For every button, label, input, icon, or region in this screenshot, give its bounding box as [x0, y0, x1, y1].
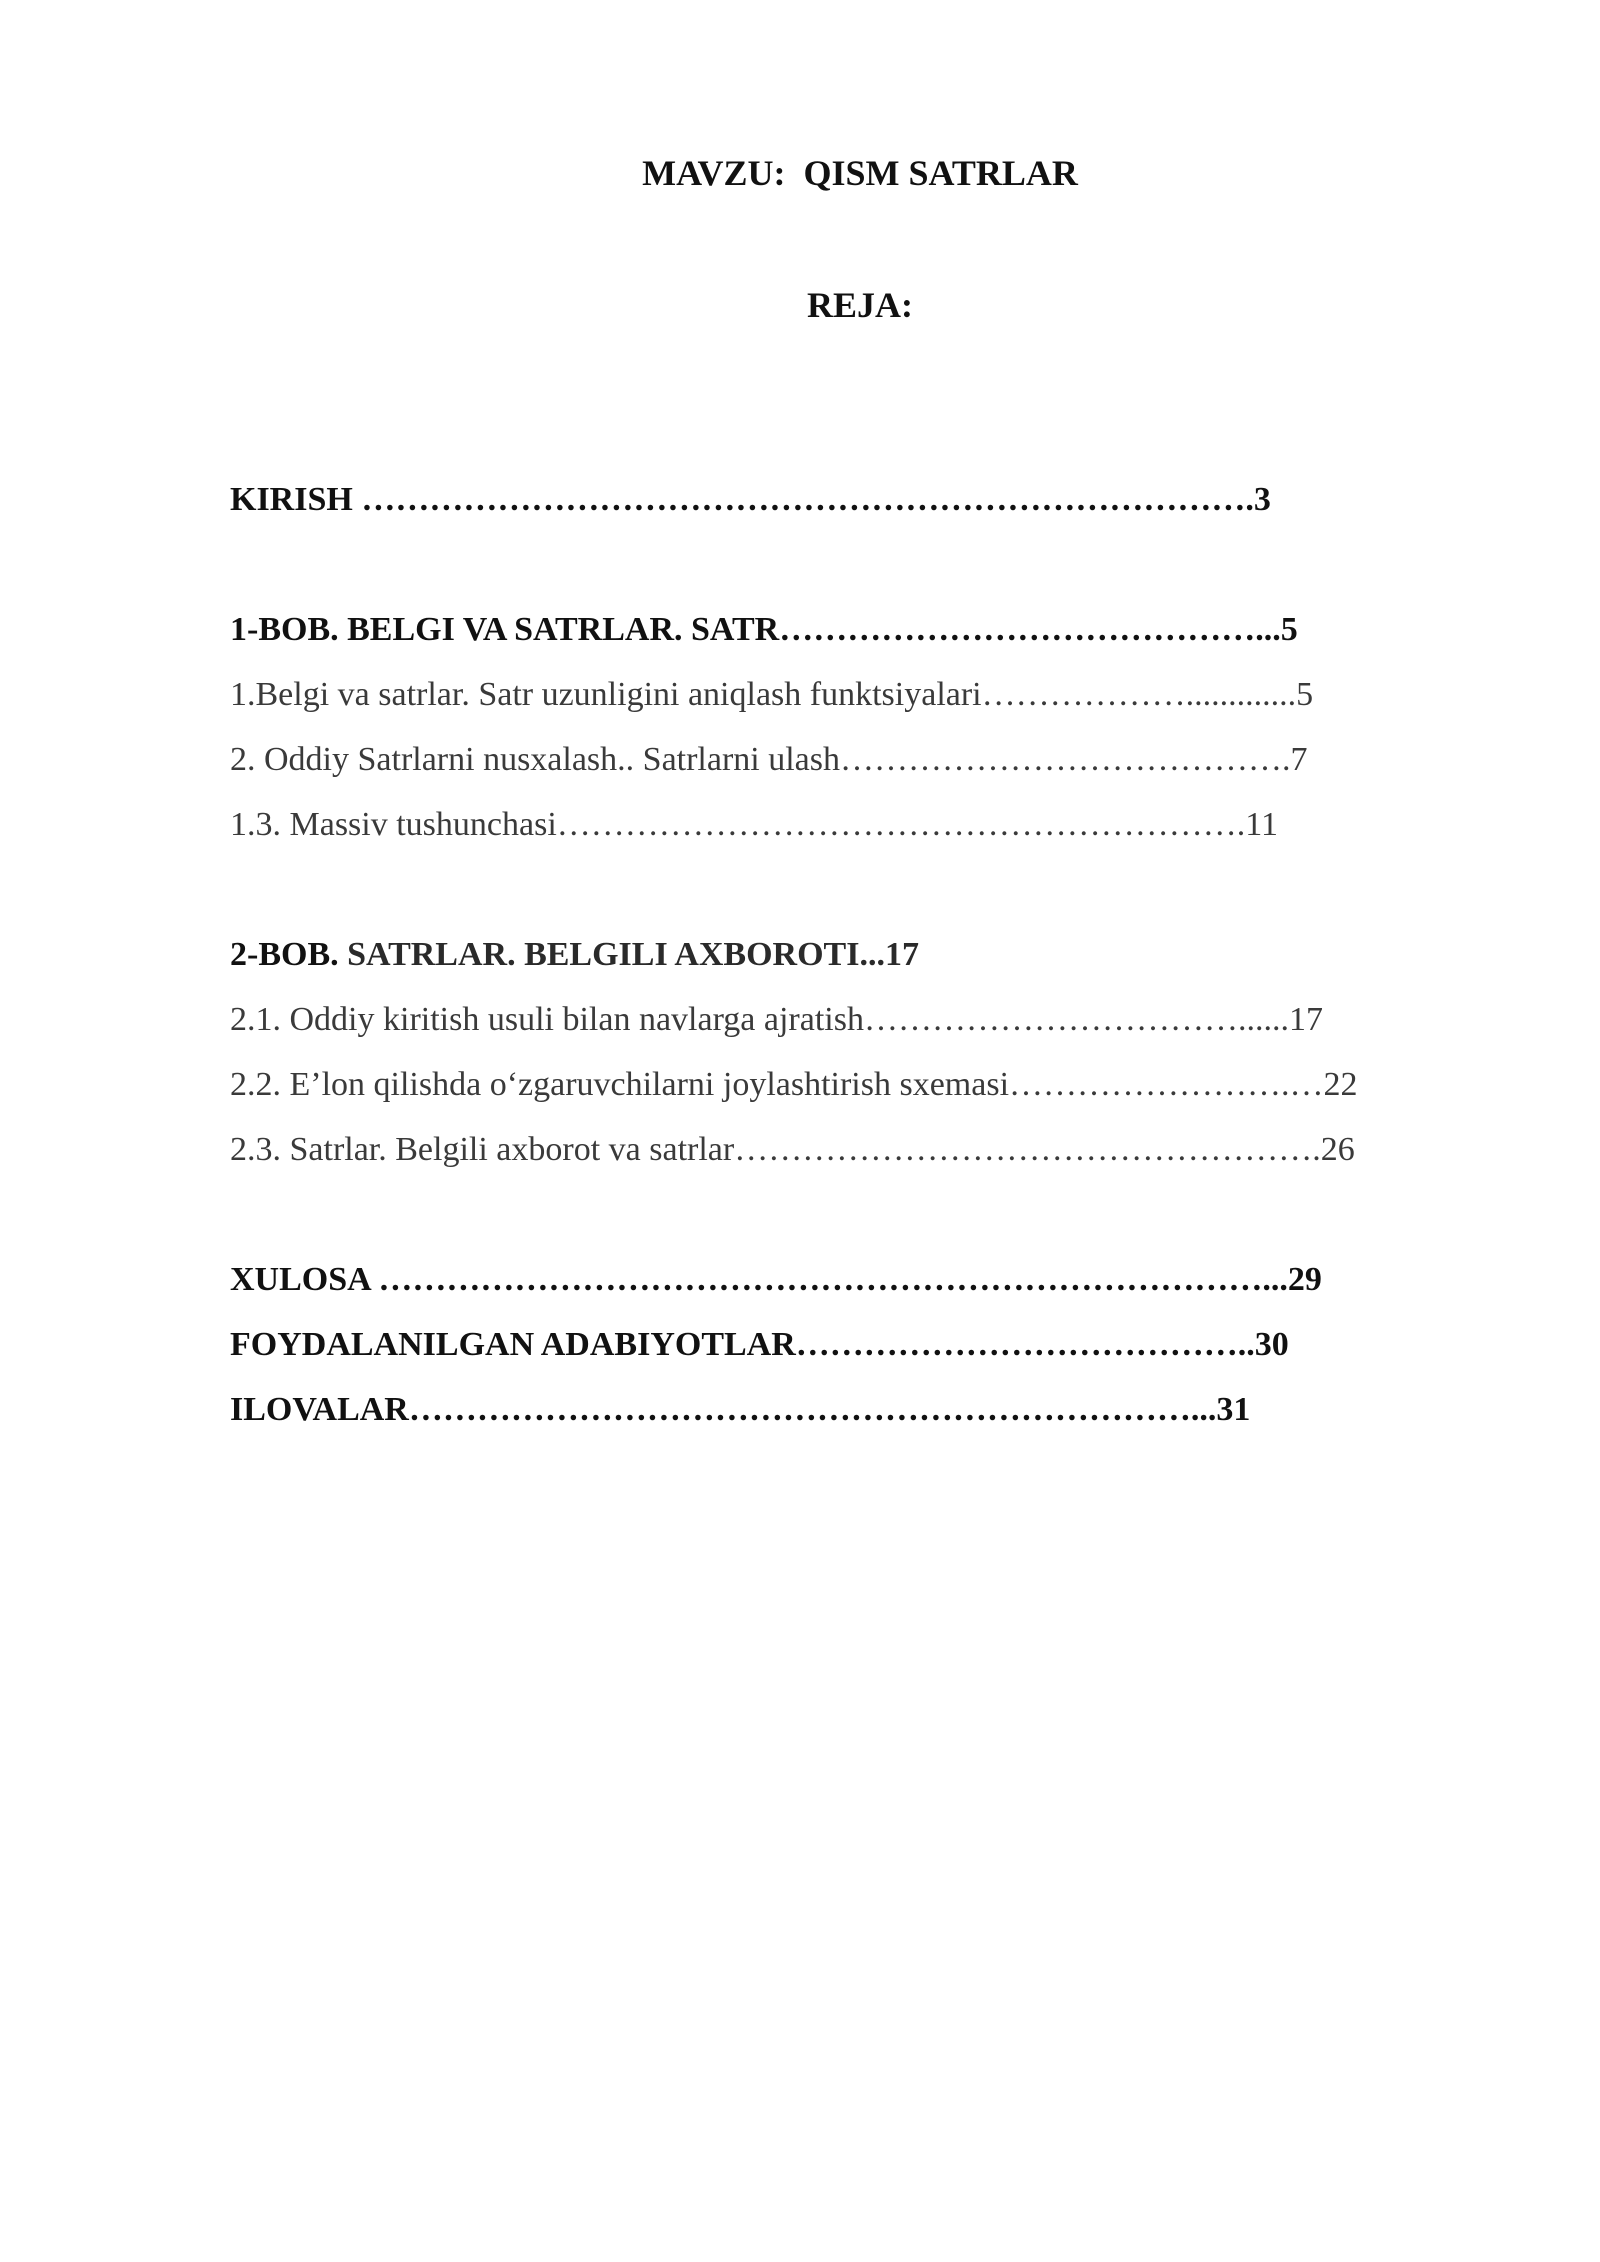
toc-entry-1-2: 2. Oddiy Satrlarni nusxalash.. Satrlarni ulash………………………………….7: [230, 741, 1308, 778]
toc-entry-xulosa: XULOSA ……………………………………………………………………...29: [230, 1261, 1322, 1298]
toc-entry-kirish: KIRISH …………………………………………………………………….3: [230, 481, 1271, 518]
toc-entry-adabiyotlar: FOYDALANILGAN ADABIYOTLAR…………………………………..30: [230, 1326, 1289, 1363]
toc-entry-1-3: 1.3. Massiv tushunchasi…………………………………………………….11: [230, 806, 1279, 843]
toc-entry-1-1: 1.Belgi va satrlar. Satr uzunligini aniqlash funktsiyalari……………….............5: [230, 676, 1314, 713]
plan-heading: REJA:: [807, 285, 913, 325]
toc-entry-chapter-2: [230, 933, 919, 977]
toc-entry-ilovalar: ILOVALAR……………………………………………………………...31: [230, 1391, 1251, 1428]
toc-entry-2-2: 2.2. E’lon qilishda o‘zgaruvchilarni joylashtirish sxemasi…………………….…22: [230, 1066, 1358, 1103]
toc-entry-2-1: 2.1. Oddiy kiritish usuli bilan navlarga ajratish……………………………......17: [230, 1001, 1323, 1038]
chapter-2-prefix: 2-BOB.: [230, 936, 339, 973]
toc-entry-chapter-1: 1-BOB. BELGI VA SATRLAR. SATR……………………………………...5: [230, 611, 1298, 648]
chapter-2-title: SATRLAR. BELGILI AXBOROTI...17: [338, 936, 919, 973]
document-title: MAVZU: QISM SATRLAR: [642, 153, 1078, 193]
toc-entry-2-3: 2.3. Satrlar. Belgili axborot va satrlar…………………………………………….26: [230, 1131, 1355, 1168]
